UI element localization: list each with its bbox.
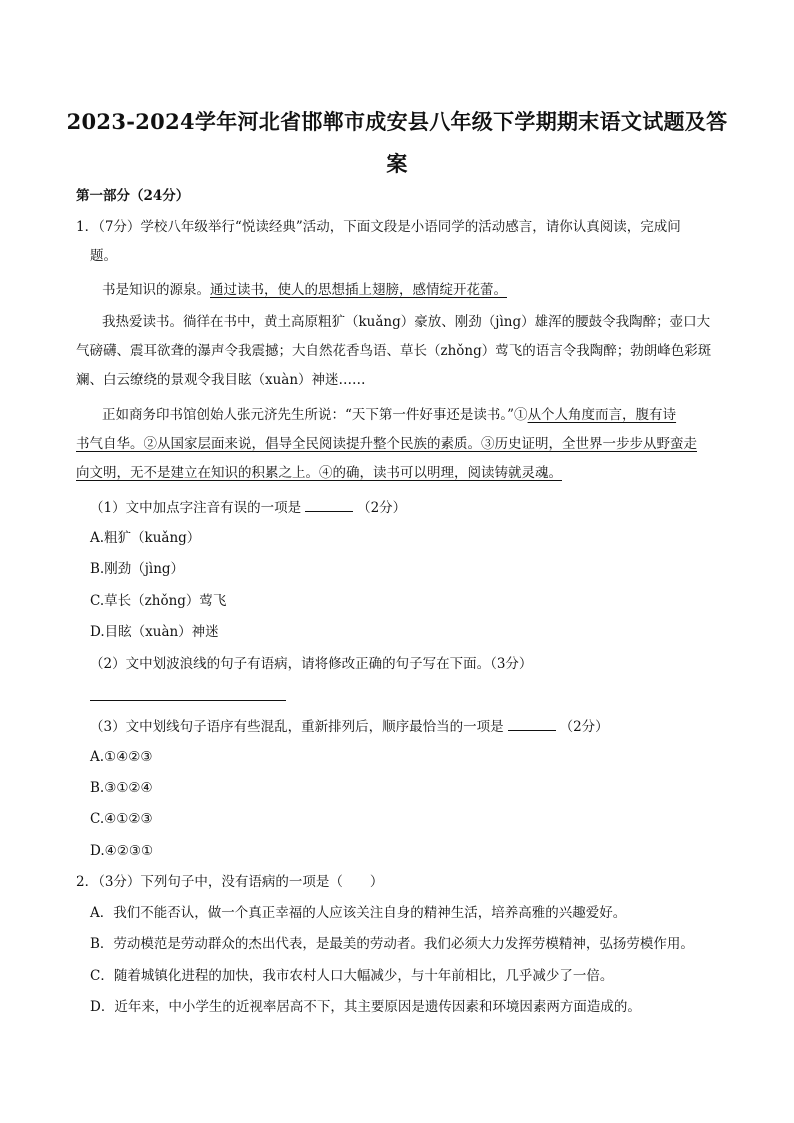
q1-sub3-option-d: D.④②③① <box>90 843 154 859</box>
q1-p2-line3: 斓、白云缭绕的景观令我目眩（xuàn）神迷…… <box>76 372 366 388</box>
q1-p3-line2: 书气自华。②从国家层面来说，倡导全民阅读提升整个民族的素质。③历史证明，全世界一步步从野蛮走 <box>76 436 697 452</box>
q1-sub3-option-a: A.①④②③ <box>90 749 153 765</box>
q1-sub1-option-a: A.粗犷（kuǎng） <box>90 530 201 546</box>
section-heading: 第一部分（24分） <box>76 188 190 204</box>
sub1-points: （2分） <box>357 500 407 516</box>
answer-blank[interactable] <box>305 497 353 512</box>
q1-sub3-option-c: C.④①②③ <box>90 811 153 827</box>
q1-sub3-prompt <box>90 716 744 737</box>
sub3-prompt-text: （3）文中划线句子语序有些混乱，重新排列后，顺序最恰当的一项是 <box>90 719 504 735</box>
q2-stem: 2．（3分）下列句子中，没有语病的一项是（ ） <box>76 874 384 890</box>
sub2-answer-line[interactable] <box>90 700 286 701</box>
q1-p2-line2: 气磅礴、震耳欲聋的瀑声令我震撼；大自然花香鸟语、草长（zhǒng）莺飞的语言令我陶醉；勃朗峰色彩斑 <box>76 343 712 359</box>
p3-underlined-1: 从个人角度而言，腹有诗 <box>527 407 677 423</box>
q1-p3-line3: 向文明，无不是建立在知识的积累之上。④的确，读书可以明理，阅读铸就灵魂。 <box>76 465 562 481</box>
doc-title-line1: 2023-2024学年河北省邯郸市成安县八年级下学期期末语文试题及答 <box>66 109 728 134</box>
q1-p2-line1: 我热爱读书。徜徉在书中，黄土高原粗犷（kuǎng）豪放、刚劲（jìng）雄浑的腰鼓令我陶醉；壶口大 <box>102 314 711 330</box>
q2-option-a: A．我们不能否认，做一个真正幸福的人应该关注自身的精神生活，培养高雅的兴趣爱好。 <box>90 905 627 921</box>
q1-sub3-option-b: B.③①②④ <box>90 780 153 796</box>
q1-sub1-option-b: B.刚劲（jìng） <box>90 561 185 577</box>
p3-text: 正如商务印书馆创始人张元济先生所说：“天下第一件好事还是读书。”① <box>102 407 528 423</box>
q1-sub2-prompt: （2）文中划波浪线的句子有语病，请将修改正确的句子写在下面。（3分） <box>90 656 533 672</box>
p1-text: 书是知识的源泉。 <box>102 282 210 298</box>
q1-sub1-option-d: D.目眩（xuàn）神迷 <box>90 624 219 640</box>
p1-wavy-sentence: 通过读书，使人的思想插上翅膀，感情绽开花蕾。 <box>210 282 507 298</box>
sub3-points: （2分） <box>559 719 609 735</box>
q1-stem-line1: 1．（7分）学校八年级举行“悦读经典”活动，下面文段是小语同学的活动感言，请你认真阅读，完成问 <box>76 219 681 235</box>
q2-option-d: D．近年来，中小学生的近视率居高不下，其主要原因是遗传因素和环境因素两方面造成的。 <box>90 999 641 1015</box>
q1-paragraph-1 <box>102 280 756 300</box>
q2-option-c: C．随着城镇化进程的加快，我市农村人口大幅减少，与十年前相比，几乎减少了一倍。 <box>90 968 614 984</box>
doc-title-line2: 案 <box>386 151 408 176</box>
q1-p3-line1 <box>102 405 756 425</box>
sub1-prompt-text: （1）文中加点字注音有误的一项是 <box>90 500 302 516</box>
q1-sub1-prompt <box>90 497 744 518</box>
answer-blank[interactable] <box>508 716 556 731</box>
q1-sub1-option-c: C.草长（zhǒng）莺飞 <box>90 593 227 609</box>
q2-option-b: B．劳动模范是劳动群众的杰出代表，是最美的劳动者。我们必须大力发挥劳模精神，弘扬劳模作用。 <box>90 936 694 952</box>
q1-stem-line2: 题。 <box>90 248 117 264</box>
